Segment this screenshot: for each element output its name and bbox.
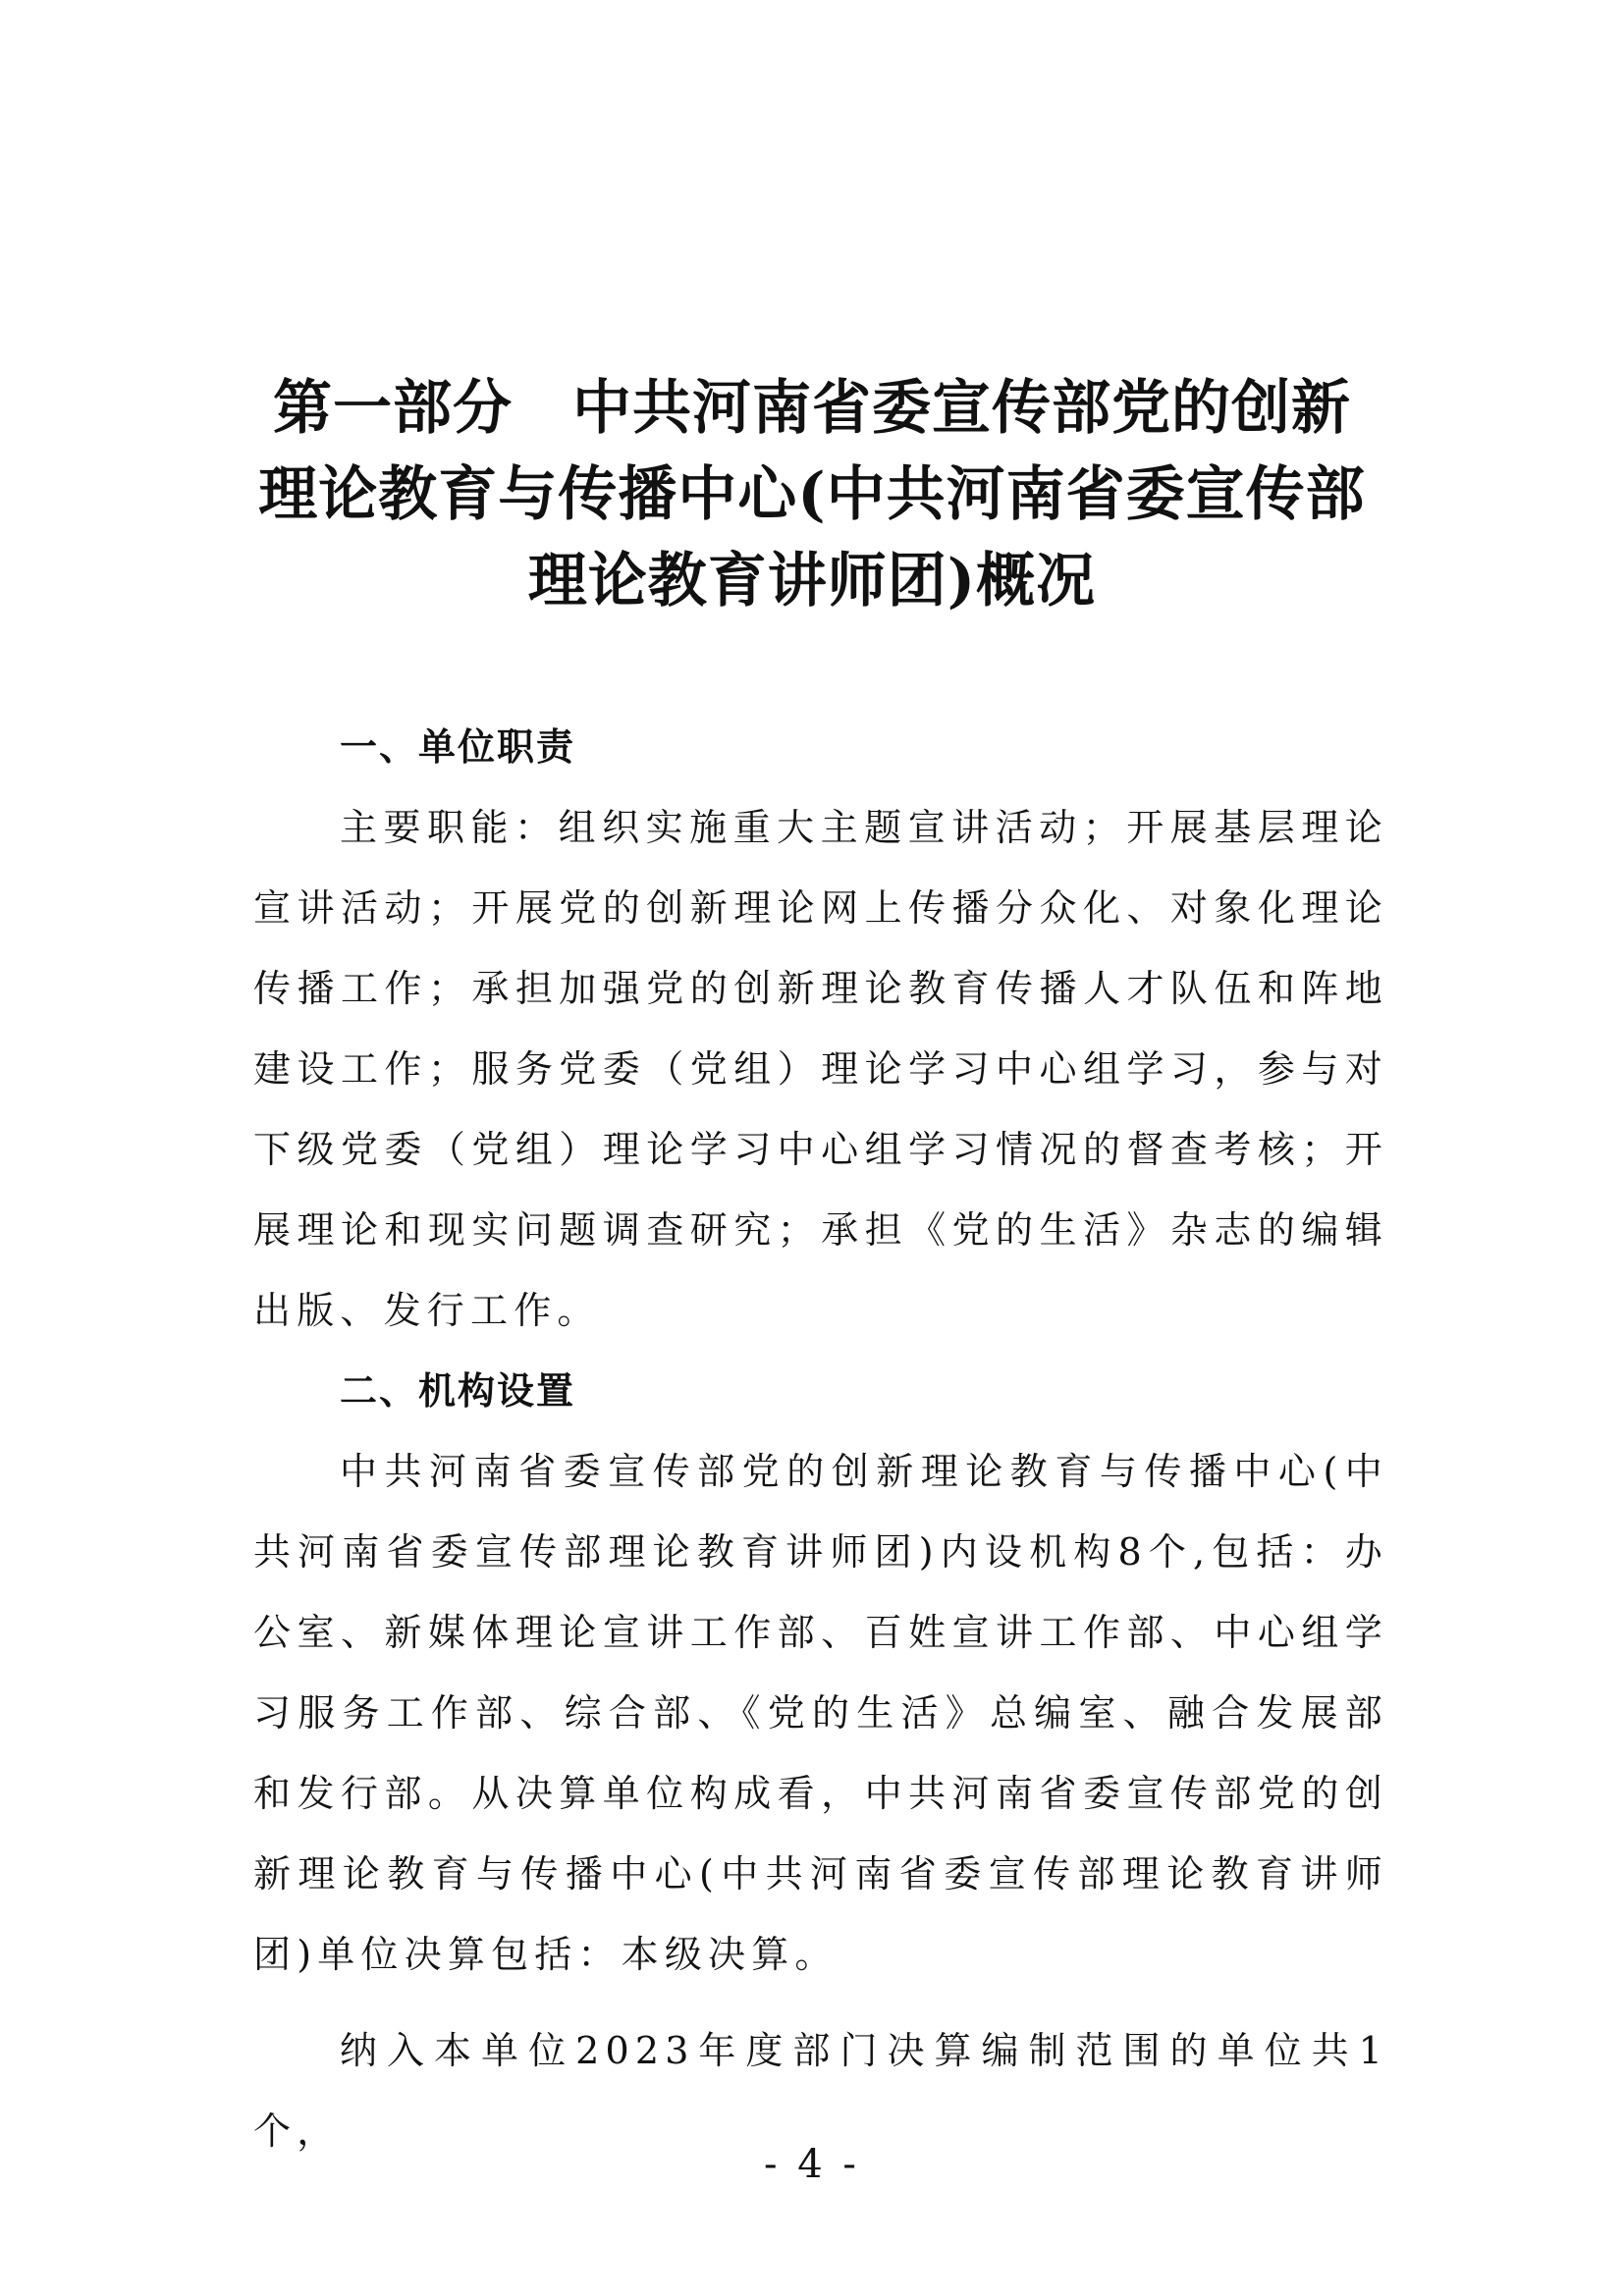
document-body [253,707,1388,2171]
paragraph-budget-scope: 纳入本单位2023年度部门决算编制范围的单位共1个， [253,2029,1388,2153]
section-heading-responsibilities: 一、单位职责 [340,725,576,769]
paragraph-responsibilities: 主要职能：组织实施重大主题宣讲活动；开展基层理论宣讲活动；开展党的创新理论网上传播分众化、对象化理论传播工作；承担加强党的创新理论教育传播人才队伍和阵地建设工作；服务党委（党组）理论学习中心组学习，参与对下级党委（党组）理论学习中心组学习情况的督查考核；开展理论和现实问题调查研究；承担《党的生活》杂志的编辑出版、发行工作。 [253,806,1388,1332]
page-number: - 4 - [764,2142,860,2187]
section-heading-organization: 二、机构设置 [340,1369,576,1413]
document-title [236,365,1388,624]
title-line-3: 理论教育讲师团)概况 [527,547,1097,615]
paragraph-organization: 中共河南省委宣传部党的创新理论教育与传播中心(中共河南省委宣传部理论教育讲师团)内设机构8个,包括：办公室、新媒体理论宣讲工作部、百姓宣讲工作部、中心组学习服务工作部、综合部、《党的生活》总编室、融合发展部和发行部。从决算单位构成看，中共河南省委宣传部党的创新理论教育与传播中心(中共河南省委宣传部理论教育讲师团)单位决算包括：本级决算。 [253,1450,1388,1976]
title-line-1: 第一部分 中共河南省委宣传部党的创新 [273,374,1351,443]
title-line-2: 理论教育与传播中心(中共河南省委宣传部 [258,460,1366,529]
